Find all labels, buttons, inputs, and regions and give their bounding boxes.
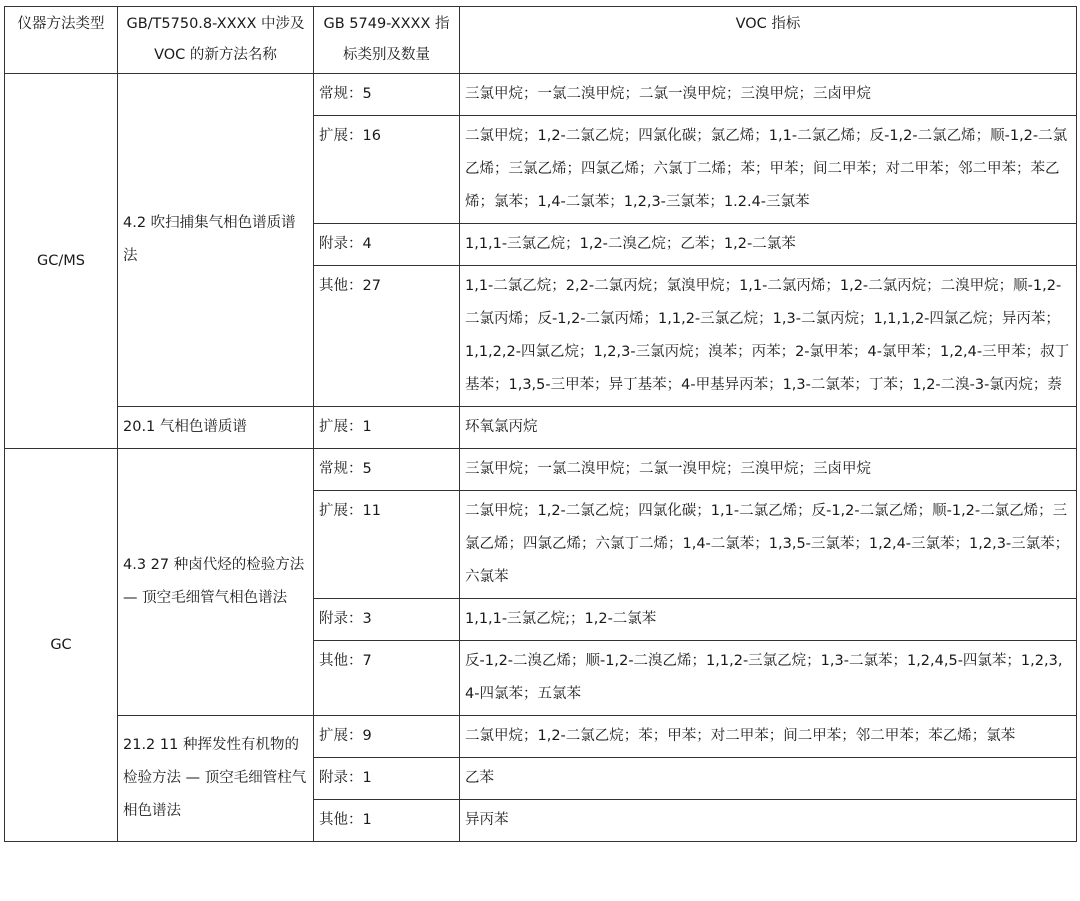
method-name-cell: 4.3 27 种卤代烃的检验方法 — 顶空毛细管气相色谱法	[118, 449, 314, 716]
category-count-cell: 其他：27	[314, 266, 460, 407]
voc-indicators-cell: 二氯甲烷；1,2-二氯乙烷；四氯化碳；氯乙烯；1,1-二氯乙烯；反-1,2-二氯乙烯；顺-1,2-二氯乙烯；三氯乙烯；四氯乙烯；六氯丁二烯；苯；甲苯；间二甲苯；对二甲苯；邻二甲苯；苯乙烯；氯苯；1,4-二氯苯；1,2,3-三氯苯；1.2.4-三氯苯	[460, 116, 1077, 224]
table-body	[5, 74, 1077, 842]
category-count-cell: 常规：5	[314, 449, 460, 491]
voc-comparison-table	[4, 6, 1077, 842]
instrument-type-cell: GC/MS	[5, 74, 118, 449]
method-name-cell: 20.1 气相色谱质谱	[118, 407, 314, 449]
category-count-cell: 扩展：16	[314, 116, 460, 224]
voc-indicators-cell: 二氯甲烷；1,2-二氯乙烷；苯；甲苯；对二甲苯；间二甲苯；邻二甲苯；苯乙烯；氯苯	[460, 716, 1077, 758]
voc-indicators-cell: 环氧氯丙烷	[460, 407, 1077, 449]
category-count-cell: 其他：7	[314, 641, 460, 716]
category-count-cell: 其他：1	[314, 800, 460, 842]
voc-indicators-cell: 反-1,2-二溴乙烯；顺-1,2-二溴乙烯；1,1,2-三氯乙烷；1,3-二氯苯；1,2,4,5-四氯苯；1,2,3,4-四氯苯；五氯苯	[460, 641, 1077, 716]
voc-indicators-cell: 异丙苯	[460, 800, 1077, 842]
header-voc-indicators: VOC 指标	[460, 7, 1077, 74]
table-header-row	[5, 7, 1077, 74]
category-count-cell: 附录：3	[314, 599, 460, 641]
table-row	[5, 716, 1077, 758]
voc-indicators-cell: 三氯甲烷；一氯二溴甲烷；二氯一溴甲烷；三溴甲烷；三卤甲烷	[460, 449, 1077, 491]
voc-indicators-cell: 三氯甲烷；一氯二溴甲烷；二氯一溴甲烷；三溴甲烷；三卤甲烷	[460, 74, 1077, 116]
method-name-cell: 4.2 吹扫捕集气相色谱质谱法	[118, 74, 314, 407]
category-count-cell: 附录：1	[314, 758, 460, 800]
voc-indicators-cell: 乙苯	[460, 758, 1077, 800]
instrument-type-cell: GC	[5, 449, 118, 842]
voc-indicators-cell: 1,1,1-三氯乙烷；1,2-二溴乙烷；乙苯；1,2-二氯苯	[460, 224, 1077, 266]
table-row	[5, 407, 1077, 449]
header-method-name: GB/T5750.8-XXXX 中涉及 VOC 的新方法名称	[118, 7, 314, 74]
table-row	[5, 74, 1077, 116]
category-count-cell: 扩展：1	[314, 407, 460, 449]
header-category-count: GB 5749-XXXX 指标类别及数量	[314, 7, 460, 74]
voc-indicators-cell: 二氯甲烷；1,2-二氯乙烷；四氯化碳；1,1-二氯乙烯；反-1,2-二氯乙烯；顺-1,2-二氯乙烯；三氯乙烯；四氯乙烯；六氯丁二烯；1,4-二氯苯；1,3,5-三氯苯；1,2,4-三氯苯；1,2,3-三氯苯；六氯苯	[460, 491, 1077, 599]
voc-indicators-cell: 1,1-二氯乙烷；2,2-二氯丙烷；氯溴甲烷；1,1-二氯丙烯；1,2-二氯丙烷；二溴甲烷；顺-1,2-二氯丙烯；反-1,2-二氯丙烯；1,1,2-三氯乙烷；1,3-二氯丙烷；1,1,1,2-四氯乙烷；异丙苯；1,1,2,2-四氯乙烷；1,2,3-三氯丙烷；溴苯；丙苯；2-氯甲苯；4-氯甲苯；1,2,4-三甲苯；叔丁基苯；1,3,5-三甲苯；异丁基苯；4-甲基异丙苯；1,3-二氯苯；丁苯；1,2-二溴-3-氯丙烷；萘	[460, 266, 1077, 407]
header-instrument-type: 仪器方法类型	[5, 7, 118, 74]
method-name-cell: 21.2 11 种挥发性有机物的检验方法 — 顶空毛细管柱气相色谱法	[118, 716, 314, 842]
table-row	[5, 449, 1077, 491]
category-count-cell: 常规：5	[314, 74, 460, 116]
category-count-cell: 扩展：11	[314, 491, 460, 599]
category-count-cell: 扩展：9	[314, 716, 460, 758]
category-count-cell: 附录：4	[314, 224, 460, 266]
voc-indicators-cell: 1,1,1-三氯乙烷;；1,2-二氯苯	[460, 599, 1077, 641]
